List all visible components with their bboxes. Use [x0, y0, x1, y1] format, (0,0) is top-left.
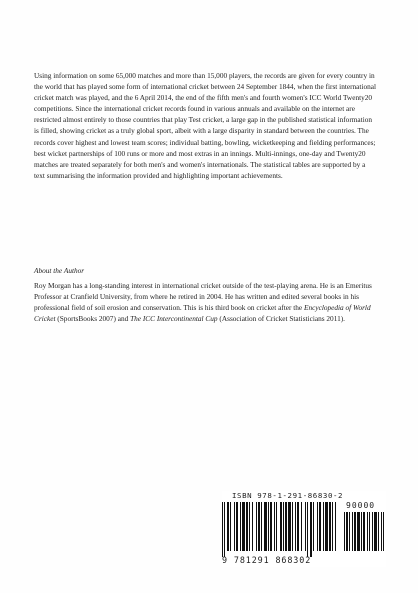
barcode-bars-icon	[222, 502, 338, 557]
barcode-addon-bars-icon	[344, 512, 384, 557]
isbn-label: ISBN 978-1-291-86830-2	[232, 491, 344, 500]
book-blurb: Using information on some 65,000 matches and more than 15,000 players, the records are given for every country in the world that has played some form of international cricket between 24 September 1844, when the first international cricket match was played, and the 6 April 2014, the end of the fifth men's and fourth women's ICC World Twenty20 competitions. Since the international cricket records found in various annuals and available on the internet are restricted almost entirely to those countries that play Test cricket, a large gap in the published statistical information is filled, showing cricket as a truly global sport, albeit with a large disparity in standard between the countries. The records cover highest and lowest team scores; individual batting, bowling, wicketkeeping and fielding performances; best wicket partnerships of 100 runs or more and most extras in an innings. Multi-innings, one-day and Twenty20 matches are treated separately for both men's and women's internationals. The statistical tables are supported by a text summarising the information provided and highlighting important achievements.	[34, 71, 377, 180]
about-author-heading: About the Author	[34, 266, 85, 275]
barcode-addon-number: 90000	[346, 501, 376, 510]
isbn-barcode	[222, 491, 386, 567]
author-bio	[34, 280, 378, 324]
author-bio-text: Roy Morgan has a long-standing interest in international cricket outside of the test-playing arena. He is an Emeritus Professor at Cranfield University, from where he retired in 2004. He has written and edited several books in his professional field of soil erosion and conservation. This is his third book on cricket after the	[34, 281, 372, 313]
book-title-encyclopedia: Encyclopedia of World Cricket	[34, 303, 371, 324]
author-bio-text: (SportsBooks 2007) and	[55, 314, 131, 324]
ean-digits: 9 781291 868302	[222, 555, 312, 565]
book-title-intercontinental-cup: The ICC Intercontinental Cup	[130, 314, 218, 324]
author-bio-text: (Association of Cricket Statisticians 2011).	[217, 314, 345, 324]
